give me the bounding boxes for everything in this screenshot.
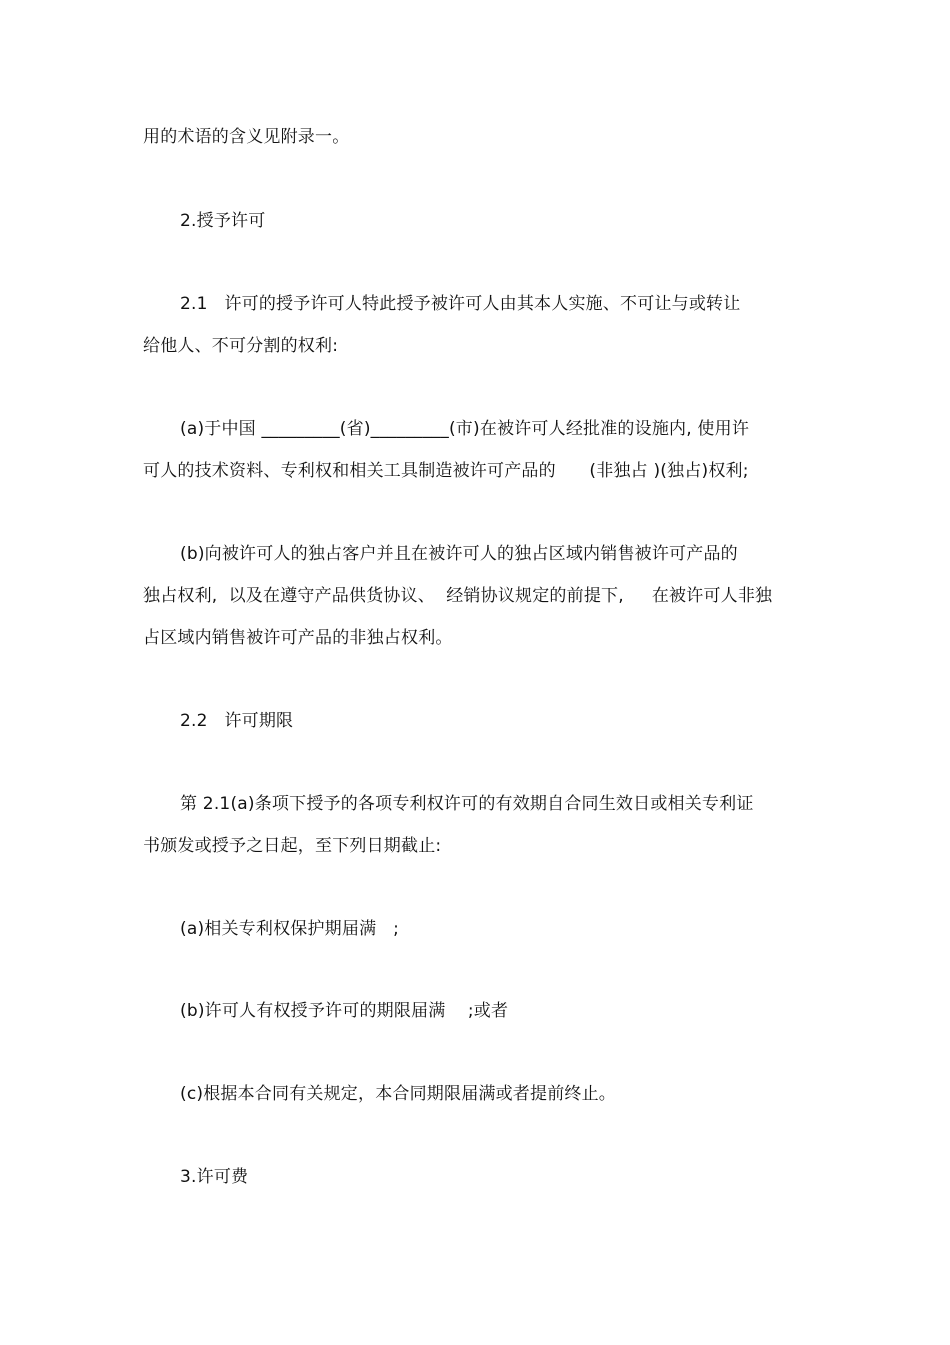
heading-license-term: 2.2 许可期限 — [180, 711, 294, 731]
term-paragraph-line-2: 书颁发或授予之日起，至下列日期截止: — [143, 836, 442, 856]
clause-2-1-line-2: 给他人、不可分割的权利: — [143, 336, 339, 356]
term-item-a: (a)相关专利权保护期届满 ; — [180, 919, 400, 939]
clause-2-1-line-1: 2.1 许可的授予许可人特此授予被许可人由其本人实施、不可让与或转让 — [180, 294, 741, 314]
heading-license-fee: 3.许可费 — [180, 1167, 249, 1187]
term-item-b: (b)许可人有权授予许可的期限届满 ;或者 — [180, 1001, 509, 1021]
clause-b-line-2: 独占权利, 以及在遵守产品供货协议、 经销协议规定的前提下, 在被许可人非独 — [143, 586, 773, 606]
clause-a-line-2: 可人的技术资料、专利权和相关工具制造被许可产品的 (非独占 )(独占)权利; — [143, 461, 749, 481]
heading-grant-license: 2.授予许可 — [180, 211, 266, 231]
term-item-c: (c)根据本合同有关规定，本合同期限届满或者提前终止。 — [180, 1084, 617, 1104]
clause-b-line-1: (b)向被许可人的独占客户并且在被许可人的独占区域内销售被许可产品的 — [180, 544, 738, 564]
clause-a-line-1: (a)于中国 _________(省)_________(市)在被许可人经批准的设施内, 使用许 — [180, 419, 750, 439]
term-paragraph-line-1: 第 2.1(a)条项下授予的各项专利权许可的有效期自合同生效日或相关专利证 — [180, 794, 754, 814]
clause-b-line-3: 占区域内销售被许可产品的非独占权利。 — [143, 628, 453, 648]
text-line-terms: 用的术语的含义见附录一。 — [143, 127, 350, 147]
